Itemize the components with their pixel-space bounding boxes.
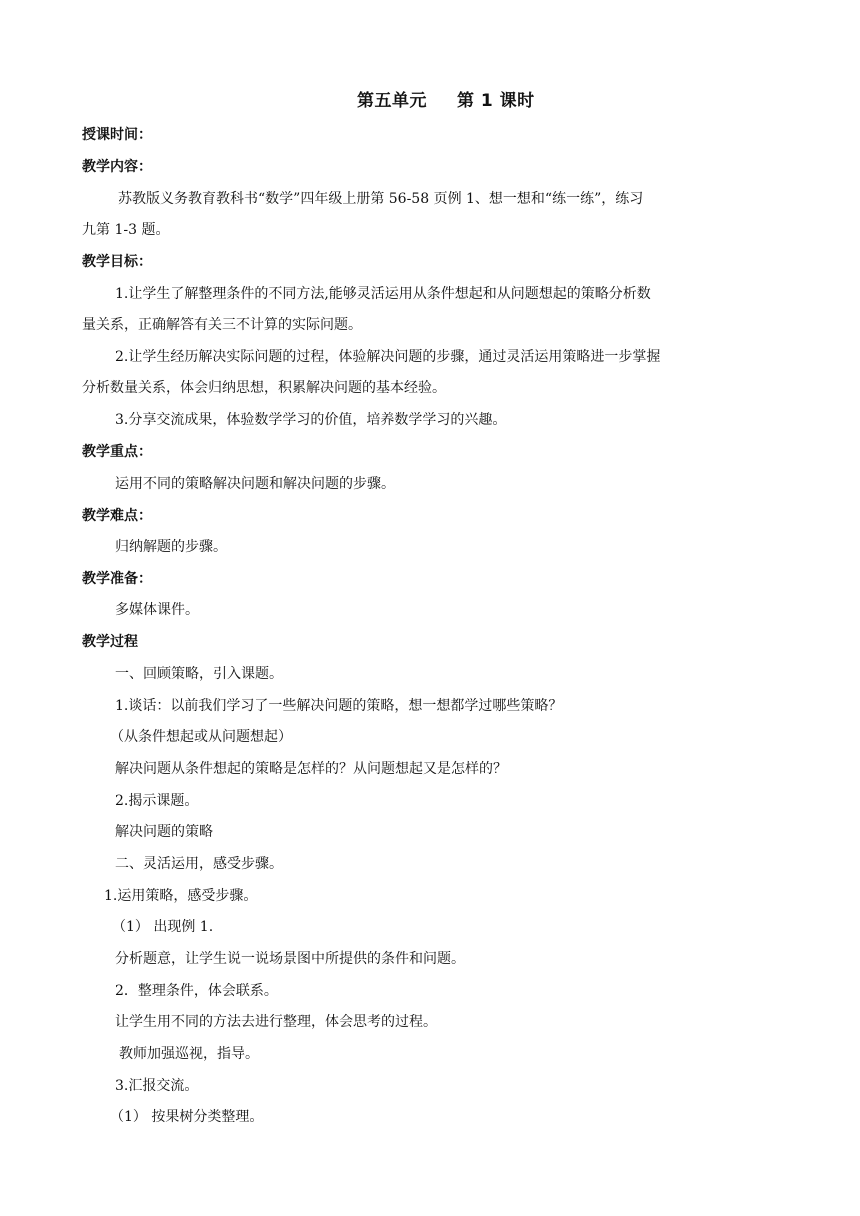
process-line-4: 解决问题从条件想起的策略是怎样的？从问题想起又是怎样的？ [115, 761, 507, 777]
page-title [357, 92, 535, 110]
content-text-line-2: 九第 1-3 题。 [82, 222, 170, 238]
process-line-2: 1.谈话：以前我们学习了一些解决问题的策略，想一想都学过哪些策略？ [115, 698, 563, 714]
title-lesson: 第 1 课时 [457, 91, 535, 111]
goal-2-line-1: 2.让学生经历解决实际问题的过程，体验解决问题的步骤，通过灵活运用策略进一步掌握 [115, 349, 661, 365]
process-line-14: 3.汇报交流。 [115, 1078, 199, 1094]
title-unit: 第五单元 [357, 91, 427, 111]
content-heading: 教学内容： [82, 159, 152, 175]
process-line-1: 一、回顾策略，引入课题。 [115, 666, 283, 682]
time-heading: 授课时间： [82, 127, 152, 143]
preparation-heading: 教学准备： [82, 571, 152, 587]
process-line-9: （1） 出现例 1. [112, 919, 214, 935]
process-line-7: 二、灵活运用，感受步骤。 [115, 856, 283, 872]
process-line-5: 2.揭示课题。 [115, 793, 199, 809]
goal-1-line-2: 量关系，正确解答有关三不计算的实际问题。 [82, 317, 362, 333]
process-line-15: （1） 按果树分类整理。 [110, 1109, 264, 1125]
process-line-13: 教师加强巡视，指导。 [119, 1046, 259, 1062]
preparation-text: 多媒体课件。 [115, 602, 199, 618]
goal-3: 3.分享交流成果，体验数学学习的价值，培养数学学习的兴趣。 [115, 412, 507, 428]
content-text-line-1: 苏教版义务教育教科书“数学”四年级上册第 56-58 页例 1、想一想和“练一练”，练习 [118, 191, 644, 207]
process-line-12: 让学生用不同的方法去进行整理，体会思考的过程。 [115, 1014, 437, 1030]
difficulty-heading: 教学难点： [82, 508, 152, 524]
goals-heading: 教学目标： [82, 254, 152, 270]
process-line-3: （从条件想起或从问题想起） [110, 729, 292, 745]
process-line-6: 解决问题的策略 [115, 824, 213, 840]
key-points-text: 运用不同的策略解决问题和解决问题的步骤。 [115, 476, 395, 492]
goal-2-line-2: 分析数量关系，体会归纳思想，积累解决问题的基本经验。 [82, 380, 446, 396]
goal-1-line-1: 1.让学生了解整理条件的不同方法,能够灵活运用从条件想起和从问题想起的策略分析数 [115, 286, 651, 302]
process-line-10: 分析题意，让学生说一说场景图中所提供的条件和问题。 [115, 951, 465, 967]
process-heading: 教学过程 [82, 634, 138, 650]
process-line-11: 2．整理条件，体会联系。 [115, 983, 278, 999]
key-points-heading: 教学重点： [82, 444, 152, 460]
process-line-8: 1.运用策略，感受步骤。 [104, 888, 258, 904]
difficulty-text: 归纳解题的步骤。 [115, 539, 227, 555]
